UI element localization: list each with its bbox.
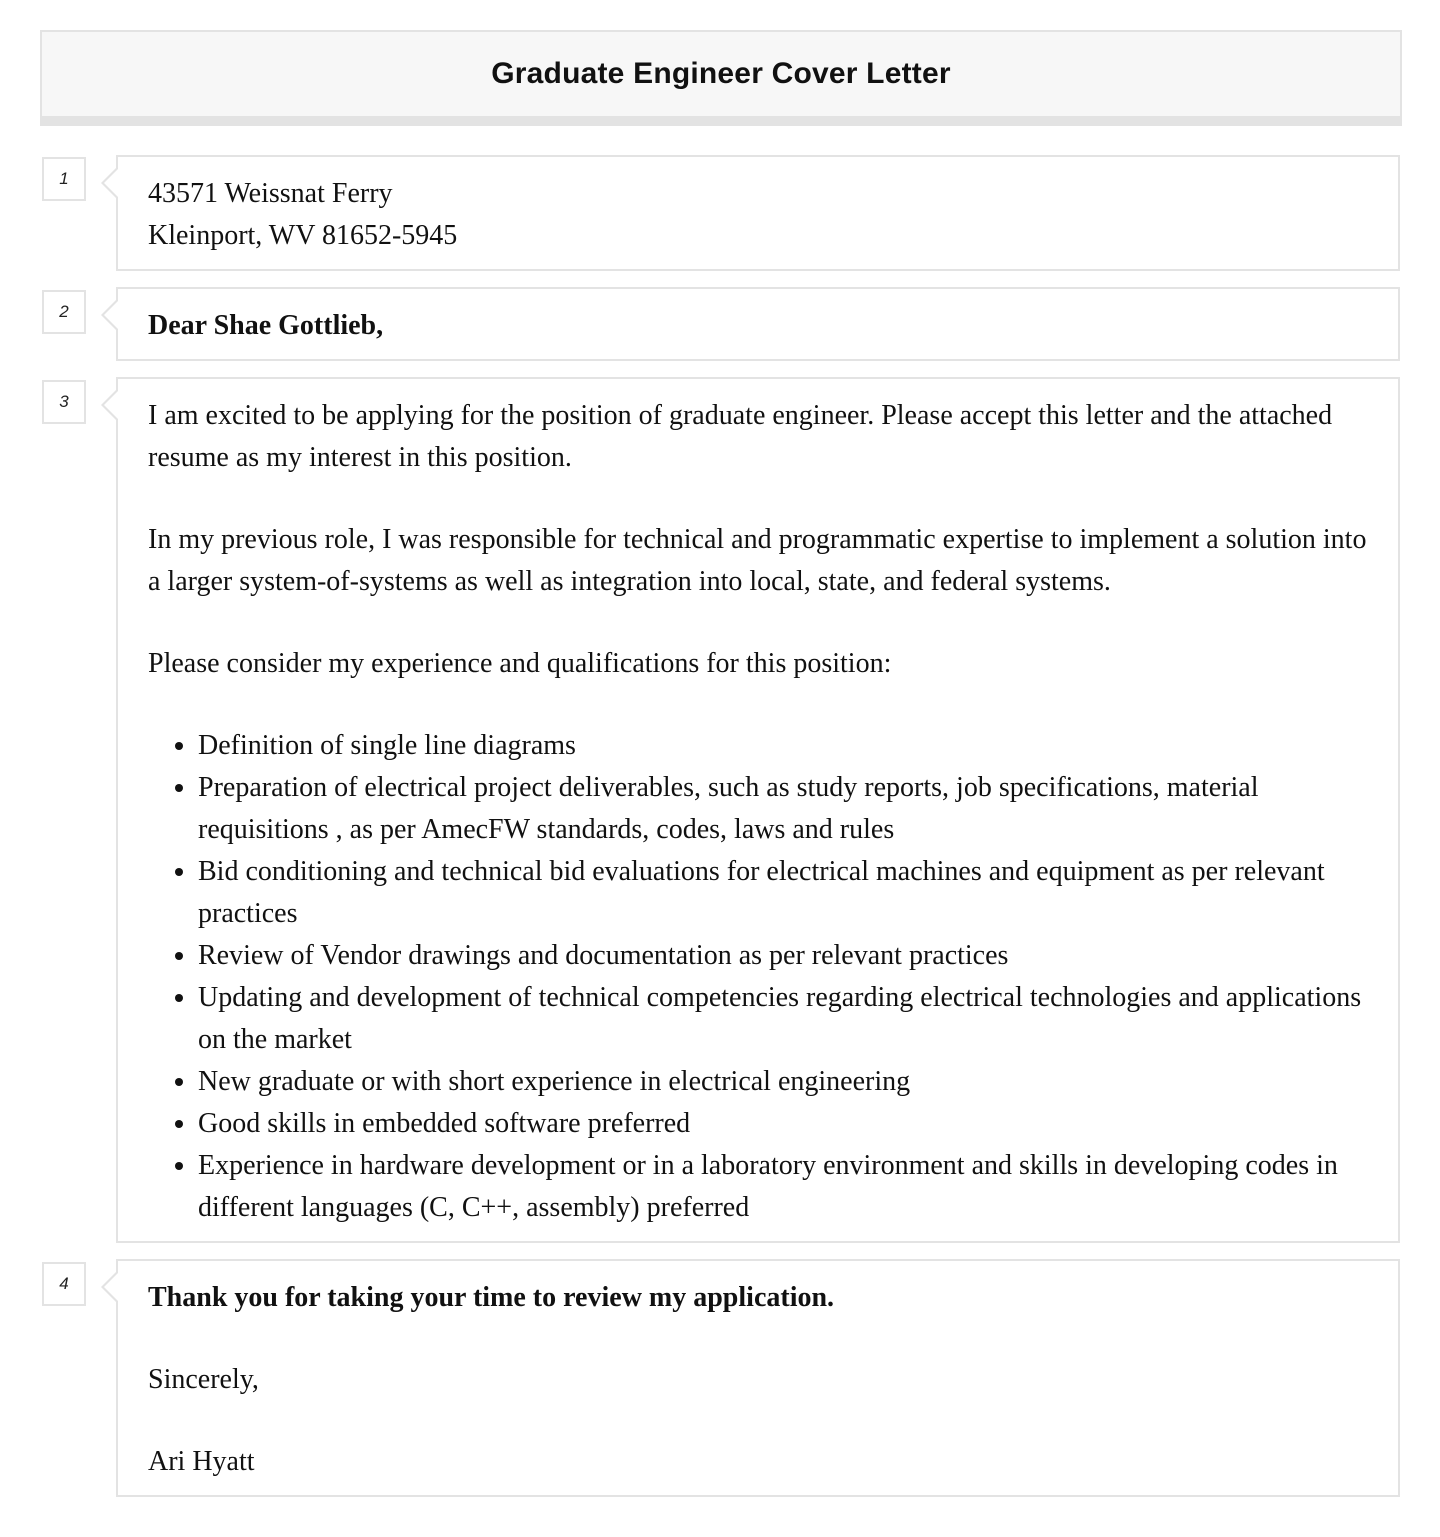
list-item: • Bid conditioning and technical bid evaluations for electrical machines and equipment as per relevant practices [198,851,1368,935]
list-item: • Preparation of electrical project deliverables, such as study reports, job specifications, material requisitions , as per AmecFW standards, codes, laws and rules [198,767,1368,851]
list-item: • New graduate or with short experience in electrical engineering [198,1061,1368,1103]
signoff: Sincerely, [148,1364,259,1395]
section-number: 3 [42,380,86,424]
address-line-1: 43571 Weissnat Ferry [148,178,393,209]
list-item: • Definition of single line diagrams [198,725,1368,767]
greeting-block [116,287,1400,361]
body-paragraph-3: Please consider my experience and qualifications for this position: [148,648,892,679]
body-block [116,377,1400,1243]
signer-name: Ari Hyatt [148,1446,255,1477]
closing-line: Thank you for taking your time to review my application. [148,1282,835,1313]
section-number: 1 [42,157,86,201]
greeting: Dear Shae Gottlieb, [148,310,384,341]
address-line-2: Kleinport, WV 81652-5945 [148,220,458,251]
section-number: 4 [42,1262,86,1306]
list-item: • Updating and development of technical competencies regarding electrical technologies and applications on the market [198,977,1368,1061]
address-block [116,155,1400,271]
list-item: • Review of Vendor drawings and documentation as per relevant practices [198,935,1368,977]
list-item: • Experience in hardware development or in a laboratory environment and skills in developing codes in different languages (C, C++, assembly) preferred [198,1145,1368,1229]
body-paragraph-1: I am excited to be applying for the position of graduate engineer. Please accept this letter and the attached resume as my interest in this position. [148,400,1333,473]
qualifications-list [148,725,1368,1229]
document-header [40,30,1402,126]
closing-block [116,1259,1400,1497]
list-item: • Good skills in embedded software preferred [198,1103,1368,1145]
body-paragraph-2: In my previous role, I was responsible for technical and programmatic expertise to implement a solution into a larger system-of-systems as well as integration into local, state, and federal systems. [148,524,1367,597]
section-number: 2 [42,290,86,334]
page-title: Graduate Engineer Cover Letter [491,57,951,90]
